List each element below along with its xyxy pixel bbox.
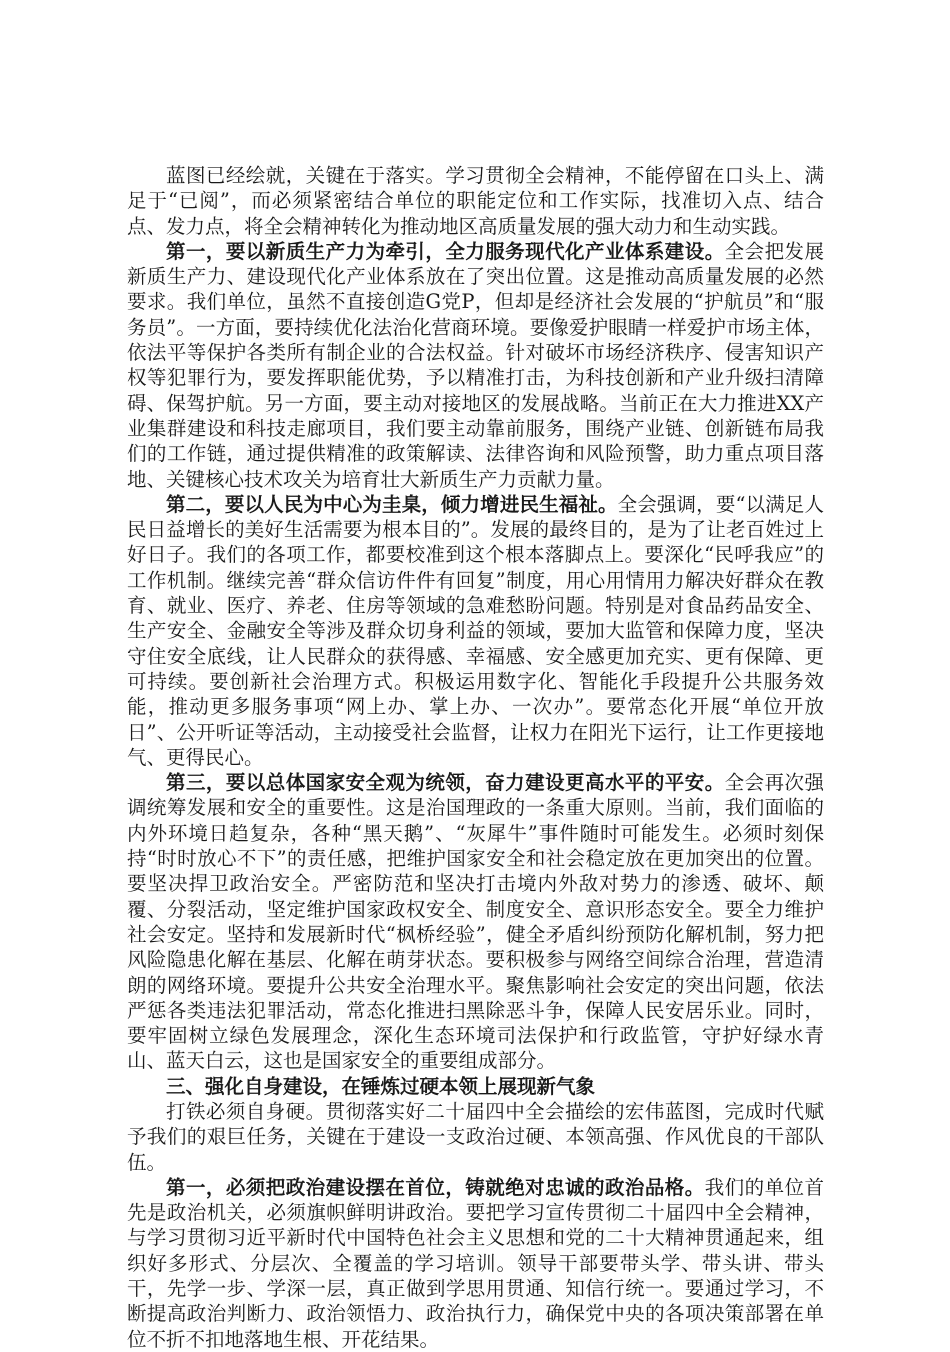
paragraph-text: 打铁必须自身硬。贯彻落实好二十届四中全会描绘的宏伟蓝图，完成时代赋予我们的艰巨任务，关键在于建设一支政治过硬、本领高强、作风优良的干部队伍。 (127, 1099, 824, 1174)
paragraph-text: 全会强调，要“以满足人民日益增长的美好生活需要为根本目的”。发展的最终目的，是为了让老百姓过上好日子。我们的各项工作，都要校准到这个根本落脚点上。要深化“民呼我应”的工作机制。继续完善“群众信访件件有回复”制度，用心用情用力解决好群众在教育、就业、医疗、养老、住房等领域的急难愁盼问题。特别是对食品药品安全、生产安全、金融安全等涉及群众切身利益的领域，要加大监管和保障力度，坚决守住安全底线，让人民群众的获得感、幸福感、安全感更加充实、更有保障、更可持续。要创新社会治理方式。积极运用数字化、智能化手段提升公共服务效能，推动更多服务事项“网上办、掌上办、一次办”。要常态化开展“单位开放日”、公开听证等活动，主动接受社会监督，让权力在阳光下运行，让工作更接地气、更得民心。 (127, 492, 824, 769)
paragraph-second-point (127, 492, 824, 770)
paragraph-lead: 第一，要以新质生产力为牵引，全力服务现代化产业体系建设。 (166, 239, 725, 263)
paragraph-text: 全会再次强调统筹发展和安全的重要性。这是治国理政的一条重大原则。当前，我们面临的内外环境日趋复杂，各种“黑天鹅”、“灰犀牛”事件随时可能发生。必须时刻保持“时时放心不下”的责任感，把维护国家安全和社会稳定放在更加突出的位置。要坚决捍卫政治安全。严密防范和坚决打击境内外敌对势力的渗透、破坏、颠覆、分裂活动，坚定维护国家政权安全、制度安全、意识形态安全。要全力维护社会安定。坚持和发展新时代“枫桥经验”，健全矛盾纠纷预防化解机制，努力把风险隐患化解在基层、化解在萌芽状态。要积极参与网络空间综合治理，营造清朗的网络环境。要提升公共安全治理水平。聚焦影响社会安定的突出问题，依法严惩各类违法犯罪活动，常态化推进扫黑除恶斗争，保障人民安居乐业。同时，要牢固树立绿色发展理念，深化生态环境司法保护和行政监管，守护好绿水青山、蓝天白云，这也是国家安全的重要组成部分。 (127, 771, 824, 1073)
paragraph-first-point (127, 239, 824, 492)
paragraph-political-building (127, 1175, 824, 1352)
document-body (127, 163, 824, 1352)
paragraph-text: 全会把发展新质生产力、建设现代化产业体系放在了突出位置。这是推动高质量发展的必然要求。我们单位，虽然不直接创造G党P，但却是经济社会发展的“护航员”和“服务员”。一方面，要持续优化法治化营商环境。要像爱护眼睛一样爱护市场主体，依法平等保护各类所有制企业的合法权益。针对破坏市场经济秩序、侵害知识产权等犯罪行为，要发挥职能优势，予以精准打击，为科技创新和产业升级扫清障碍、保驾护航。另一方面，要主动对接地区的发展战略。当前正在大力推进XX产业集群建设和科技走廊项目，我们要主动靠前服务，围绕产业链、创新链布局我们的工作链，通过提供精准的政策解读、法律咨询和风险预警，助力重点项目落地、关键核心技术攻关为培育壮大新质生产力贡献力量。 (127, 239, 824, 491)
paragraph-third-point (127, 770, 824, 1074)
paragraph-text: 蓝图已经绘就，关键在于落实。学习贯彻全会精神，不能停留在口头上、满足于“已阅”，而必须紧密结合单位的职能定位和工作实际，找准切入点、结合点、发力点，将全会精神转化为推动地区高质量发展的强大动力和生动实践。 (127, 164, 824, 238)
paragraph-lead: 第三，要以总体国家安全观为统领，奋力建设更高水平的平安。 (166, 771, 725, 795)
paragraph-lead: 第二，要以人民为中心为圭臬，倾力增进民生福祉。 (166, 492, 618, 516)
paragraph-intro (127, 163, 824, 239)
section-heading: 三、强化自身建设，在锤炼过硬本领上展现新气象 (166, 1074, 596, 1098)
paragraph-text: 我们的单位首先是政治机关，必须旗帜鲜明讲政治。要把学习宣传贯彻二十届四中全会精神，与学习贯彻习近平新时代中国特色社会主义思想和党的二十大精神贯通起来，组织好多形式、分层次、全覆盖的学习培训。领导干部要带头学、带头讲、带头干，先学一步、学深一层，真正做到学思用贯通、知信行统一。要通过学习，不断提高政治判断力、政治领悟力、政治执行力，确保党中央的各项决策部署在单位不折不扣地落地生根、开花结果。 (127, 1175, 824, 1351)
paragraph-lead: 第一，必须把政治建设摆在首位，铸就绝对忠诚的政治品格。 (166, 1175, 705, 1199)
paragraph-section-intro (127, 1099, 824, 1175)
